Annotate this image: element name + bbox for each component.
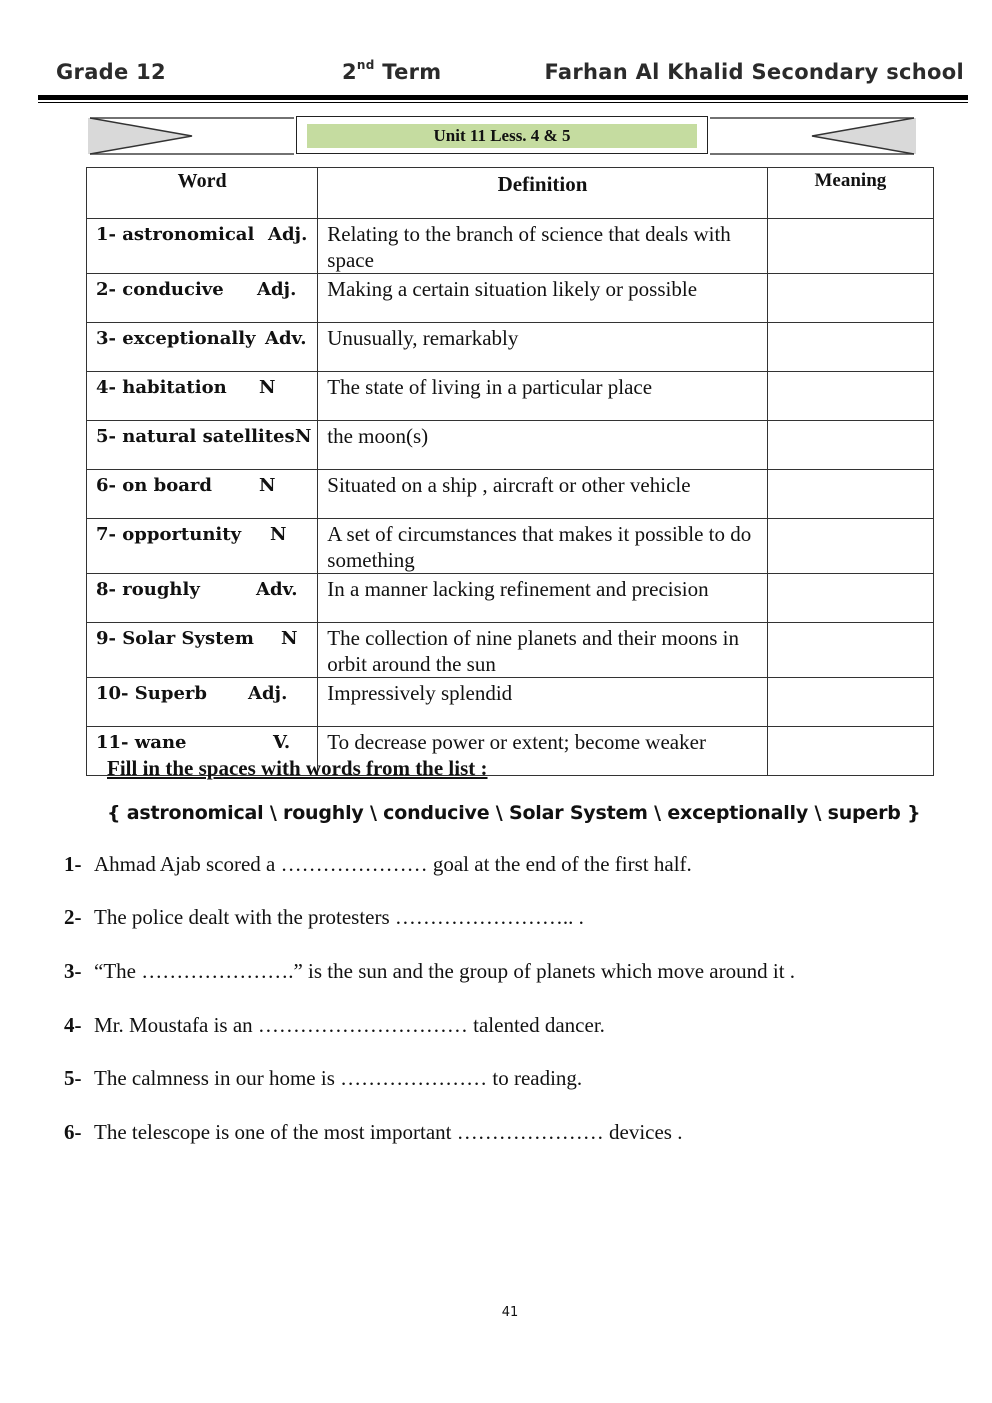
part-of-speech: Adj. xyxy=(257,279,297,300)
word-text: 9- Solar System xyxy=(96,628,254,649)
table-row xyxy=(87,574,934,623)
definition-cell: the moon(s) xyxy=(318,421,768,470)
table-row xyxy=(87,623,934,678)
banner-arrow-left xyxy=(88,114,298,158)
meaning-cell[interactable] xyxy=(767,574,933,623)
word-cell xyxy=(87,219,318,274)
vocabulary-table xyxy=(86,167,934,776)
word-cell xyxy=(87,623,318,678)
column-header-word: Word xyxy=(87,168,318,219)
question-text: The calmness in our home is ………………… to reading. xyxy=(94,1066,583,1090)
question-number: 2- xyxy=(64,905,82,929)
meaning-cell[interactable] xyxy=(767,519,933,574)
column-header-meaning: Meaning xyxy=(767,168,933,219)
part-of-speech: N xyxy=(281,628,298,649)
term-suffix: nd xyxy=(356,58,375,72)
definition-cell: Making a certain situation likely or possible xyxy=(318,274,768,323)
part-of-speech: N xyxy=(295,426,312,447)
question-text: “The ………………….” is the sun and the group of planets which move around it . xyxy=(94,959,796,983)
word-cell xyxy=(87,678,318,727)
meaning-cell[interactable] xyxy=(767,678,933,727)
table-row xyxy=(87,470,934,519)
word-text: 1- astronomical xyxy=(96,224,255,245)
table-row xyxy=(87,219,934,274)
part-of-speech: N xyxy=(259,377,276,398)
question-item xyxy=(64,1120,682,1145)
table-row xyxy=(87,274,934,323)
meaning-cell[interactable] xyxy=(767,421,933,470)
word-text: 3- exceptionally xyxy=(96,328,256,349)
table-row xyxy=(87,519,934,574)
exercise-title: Fill in the spaces with words from the list : xyxy=(107,756,488,780)
header-rule xyxy=(38,95,968,100)
question-text: The telescope is one of the most important ………………… devices . xyxy=(94,1120,683,1144)
definition-cell: Relating to the branch of science that deals with space xyxy=(318,219,768,274)
question-item xyxy=(64,905,584,930)
question-number: 1- xyxy=(64,852,82,876)
table-row xyxy=(87,323,934,372)
unit-banner xyxy=(88,114,916,158)
word-cell xyxy=(87,519,318,574)
question-text: The police dealt with the protesters …………………….. . xyxy=(94,905,584,929)
definition-cell: A set of circumstances that makes it possible to do something xyxy=(318,519,768,574)
word-cell xyxy=(87,421,318,470)
definition-cell: In a manner lacking refinement and precision xyxy=(318,574,768,623)
part-of-speech: N xyxy=(270,524,287,545)
part-of-speech: Adj. xyxy=(268,224,308,245)
question-number: 6- xyxy=(64,1120,82,1144)
part-of-speech: Adv. xyxy=(256,579,298,600)
question-number: 5- xyxy=(64,1066,82,1090)
table-row xyxy=(87,372,934,421)
banner-arrow-right xyxy=(706,114,916,158)
column-header-definition: Definition xyxy=(318,168,768,219)
header-term xyxy=(342,60,441,84)
word-text: 8- roughly xyxy=(96,579,200,600)
table-row xyxy=(87,678,934,727)
question-item xyxy=(64,1013,605,1038)
word-cell xyxy=(87,470,318,519)
meaning-cell[interactable] xyxy=(767,372,933,421)
definition-cell: To decrease power or extent; become weaker xyxy=(318,727,768,776)
word-text: 10- Superb xyxy=(96,683,207,704)
question-number: 3- xyxy=(64,959,82,983)
unit-title: Unit 11 Less. 4 & 5 xyxy=(307,124,697,148)
meaning-cell[interactable] xyxy=(767,219,933,274)
header-rule-thin xyxy=(38,102,968,103)
part-of-speech: Adv. xyxy=(265,328,307,349)
meaning-cell[interactable] xyxy=(767,470,933,519)
header-school: Farhan Al Khalid Secondary school xyxy=(544,60,964,84)
word-text: 5- natural satellites xyxy=(96,426,295,447)
word-list: { astronomical \ roughly \ conducive \ Solar System \ exceptionally \ superb } xyxy=(107,802,921,824)
definition-cell: Situated on a ship , aircraft or other vehicle xyxy=(318,470,768,519)
term-word: Term xyxy=(374,60,442,84)
meaning-cell[interactable] xyxy=(767,323,933,372)
part-of-speech: Adj. xyxy=(248,683,288,704)
word-text: 4- habitation xyxy=(96,377,227,398)
definition-cell: Unusually, remarkably xyxy=(318,323,768,372)
part-of-speech: V. xyxy=(273,732,291,753)
meaning-cell[interactable] xyxy=(767,727,933,776)
question-item xyxy=(64,852,692,877)
header-grade: Grade 12 xyxy=(56,60,166,84)
banner-box xyxy=(296,116,708,154)
part-of-speech: N xyxy=(259,475,276,496)
question-item xyxy=(64,1066,582,1091)
word-text: 7- opportunity xyxy=(96,524,242,545)
question-number: 4- xyxy=(64,1013,82,1037)
question-text: Ahmad Ajab scored a ………………… goal at the end of the first half. xyxy=(94,852,692,876)
word-text: 6- on board xyxy=(96,475,212,496)
word-cell xyxy=(87,323,318,372)
question-item xyxy=(64,959,795,984)
page-number: 41 xyxy=(501,1305,519,1320)
word-cell xyxy=(87,574,318,623)
definition-cell: Impressively splendid xyxy=(318,678,768,727)
definition-cell: The collection of nine planets and their moons in orbit around the sun xyxy=(318,623,768,678)
term-number: 2 xyxy=(342,60,357,84)
table-row xyxy=(87,421,934,470)
word-text: 2- conducive xyxy=(96,279,224,300)
meaning-cell[interactable] xyxy=(767,623,933,678)
table-header-row xyxy=(87,168,934,219)
meaning-cell[interactable] xyxy=(767,274,933,323)
question-text: Mr. Moustafa is an ………………………… talented dancer. xyxy=(94,1013,605,1037)
definition-cell: The state of living in a particular place xyxy=(318,372,768,421)
word-cell xyxy=(87,372,318,421)
word-cell xyxy=(87,274,318,323)
word-text: 11- wane xyxy=(96,732,187,753)
